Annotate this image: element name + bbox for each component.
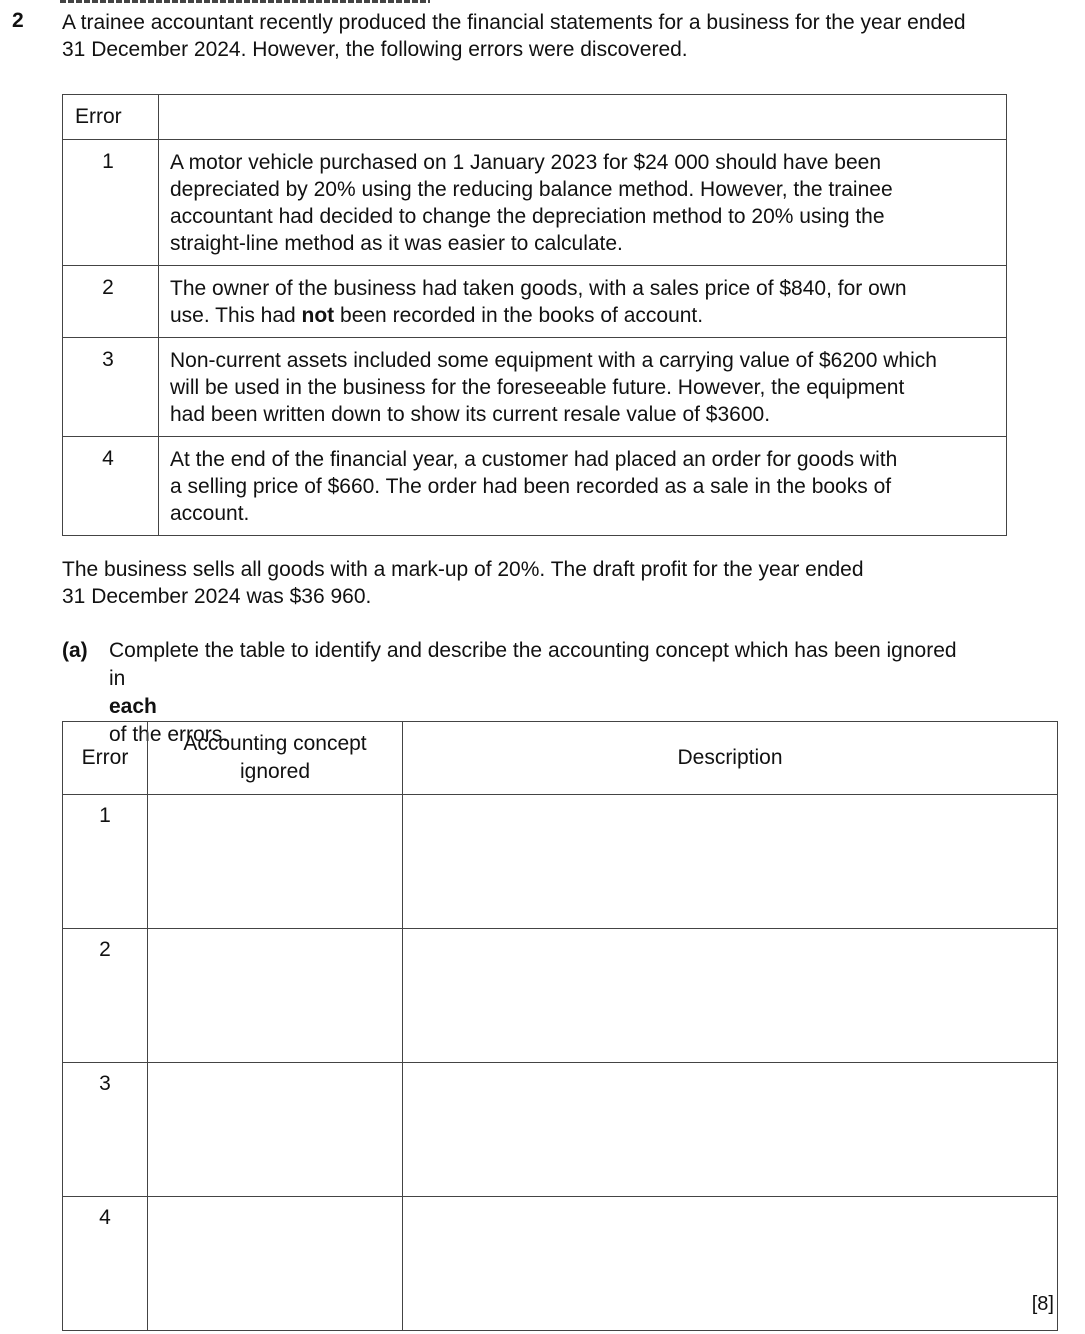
header-description: Description xyxy=(403,722,1058,795)
answer-error-number: 4 xyxy=(63,1197,148,1331)
error-number: 1 xyxy=(63,140,159,266)
answer-error-number: 1 xyxy=(63,795,148,929)
context-paragraph xyxy=(62,556,1053,610)
errors-header-error: Error xyxy=(63,95,159,140)
error-description xyxy=(159,140,1007,266)
error-row xyxy=(63,437,1007,536)
header-concept-line: Accounting concept xyxy=(183,732,367,755)
error-line: had been written down to show its current resale value of $3600. xyxy=(170,403,771,426)
marks-allocation: [8] xyxy=(1031,1293,1054,1315)
description-answer-cell[interactable] xyxy=(403,1197,1058,1331)
error-number: 4 xyxy=(63,437,159,536)
intro-line: A trainee accountant recently produced the financial statements for a business for the year ended xyxy=(62,11,966,34)
description-answer-cell[interactable] xyxy=(403,795,1058,929)
intro-line: 31 December 2024. However, the following errors were discovered. xyxy=(62,38,688,61)
answer-table xyxy=(62,721,1058,1331)
error-line: Non-current assets included some equipment with a carrying value of $6200 which xyxy=(170,349,937,372)
error-line: straight-line method as it was easier to calculate. xyxy=(170,232,623,255)
answer-row xyxy=(63,1197,1058,1331)
error-text: been recorded in the books of account. xyxy=(334,304,704,327)
answer-error-number: 2 xyxy=(63,929,148,1063)
question-number: 2 xyxy=(12,9,24,32)
header-error: Error xyxy=(63,722,148,795)
error-description xyxy=(159,266,1007,338)
emphasis-text: each xyxy=(109,695,157,718)
answer-row xyxy=(63,1063,1058,1197)
paragraph-line: The business sells all goods with a mark-up of 20%. The draft profit for the year ended xyxy=(62,558,864,581)
error-line: will be used in the business for the foreseeable future. However, the equipment xyxy=(170,376,905,399)
header-concept xyxy=(148,722,403,795)
part-a-label: (a) xyxy=(62,639,88,662)
error-line: account. xyxy=(170,502,250,525)
emphasis-text: not xyxy=(301,304,335,327)
error-line: At the end of the financial year, a customer had placed an order for goods with xyxy=(170,448,898,471)
error-line: The owner of the business had taken goods, with a sales price of $840, for own xyxy=(170,277,907,300)
error-description xyxy=(159,338,1007,437)
errors-table xyxy=(62,94,1007,536)
answer-row xyxy=(63,795,1058,929)
header-concept-line: ignored xyxy=(239,760,311,783)
header-rule xyxy=(60,0,430,3)
answer-table-header xyxy=(63,722,1058,795)
error-line xyxy=(170,302,995,329)
error-line: A motor vehicle purchased on 1 January 2023 for $24 000 should have been xyxy=(170,151,881,174)
answer-error-number: 3 xyxy=(63,1063,148,1197)
concept-answer-cell[interactable] xyxy=(148,929,403,1063)
concept-answer-cell[interactable] xyxy=(148,1197,403,1331)
errors-header-blank xyxy=(159,95,1007,140)
error-description xyxy=(159,437,1007,536)
description-answer-cell[interactable] xyxy=(403,1063,1058,1197)
answer-row xyxy=(63,929,1058,1063)
paragraph-line: 31 December 2024 was $36 960. xyxy=(62,585,372,608)
instruction-text: of the errors. xyxy=(109,723,229,746)
error-row xyxy=(63,338,1007,437)
concept-answer-cell[interactable] xyxy=(148,795,403,929)
error-line: accountant had decided to change the depreciation method to 20% using the xyxy=(170,205,885,228)
error-text: use. This had xyxy=(170,304,302,327)
error-line: depreciated by 20% using the reducing balance method. However, the trainee xyxy=(170,178,893,201)
error-row xyxy=(63,140,1007,266)
errors-table-header xyxy=(63,95,1007,140)
error-number: 3 xyxy=(63,338,159,437)
instruction-line: Complete the table to identify and describe the accounting concept which has been ignored xyxy=(109,639,957,662)
error-row xyxy=(63,266,1007,338)
instruction-text: in xyxy=(109,667,126,690)
question-intro xyxy=(62,9,1058,63)
error-line: a selling price of $660. The order had been recorded as a sale in the books of xyxy=(170,475,892,498)
concept-answer-cell[interactable] xyxy=(148,1063,403,1197)
error-number: 2 xyxy=(63,266,159,338)
description-answer-cell[interactable] xyxy=(403,929,1058,1063)
